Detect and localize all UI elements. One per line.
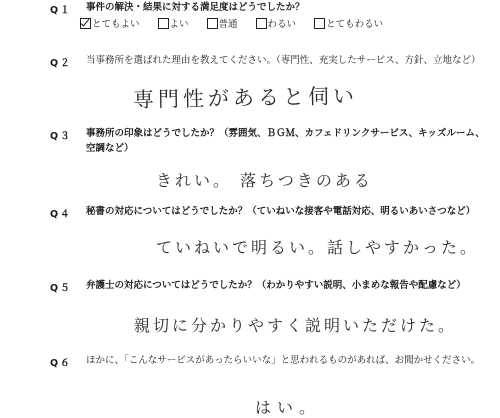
q6-label: Q６ xyxy=(50,358,72,369)
q6-handwritten-answer: はい。 xyxy=(255,398,322,417)
q4-handwritten-answer: ていねいで明るい。話しやすかった。 xyxy=(156,238,480,257)
q3-handwritten-answer: きれい。 落ちつきのある xyxy=(156,171,373,190)
checkbox-icon[interactable] xyxy=(158,18,169,29)
q1-option-label: わるい xyxy=(267,19,297,30)
checkbox-icon[interactable] xyxy=(256,18,267,29)
q4-label: Q４ xyxy=(50,209,72,220)
q1-label: Q１ xyxy=(50,5,72,16)
q1-option-label: とてもよい xyxy=(92,19,140,30)
q1-option-label: 普通 xyxy=(218,19,238,30)
q1-option-4[interactable] xyxy=(314,16,383,30)
q1-question: 事件の解決・結果に対する満足度はどうでしたか？ xyxy=(86,2,305,13)
q3-question: 事務所の印象はどうでしたか？（雰囲気、ＢＧＭ、カフェドリンクサービス、キッズルーム、 空調など） xyxy=(86,128,490,154)
q5-handwritten-answer: 親切に分かりやすく説明いただけた。 xyxy=(134,316,458,335)
q3-label: Q３ xyxy=(50,131,72,142)
q1-option-1[interactable] xyxy=(158,16,189,30)
q2-question: 当事務所を選ばれた理由を教えてください。（専門性、充実したサービス、方針、立地など） xyxy=(86,55,481,66)
q5-question: 弁護士の対応についてはどうでしたか？（わかりやすい説明、小まめな報告や配慮など） xyxy=(86,280,466,291)
q5-label: Q５ xyxy=(50,283,72,294)
q2-label: Q２ xyxy=(50,58,72,69)
q1-options xyxy=(80,16,401,30)
q6-question: ほかに、「こんなサービスがあったらいいな」と思われるものがあれば、お聞かせください。 xyxy=(86,355,481,366)
checkbox-icon[interactable] xyxy=(207,18,218,29)
q1-option-2[interactable] xyxy=(207,16,238,30)
q1-option-3[interactable] xyxy=(256,16,297,30)
q2-handwritten-answer: 専門性があると伺い xyxy=(132,84,359,112)
checkbox-icon[interactable] xyxy=(314,18,325,29)
checked-checkbox-icon[interactable] xyxy=(80,18,91,29)
q4-question: 秘書の対応についてはどうでしたか？（ていねいな接客や電話対応、明るいあいさつなど） xyxy=(86,206,476,217)
q1-option-0[interactable] xyxy=(80,16,140,30)
q1-option-label: よい xyxy=(169,19,189,30)
q1-option-label: とてもわるい xyxy=(326,19,384,30)
